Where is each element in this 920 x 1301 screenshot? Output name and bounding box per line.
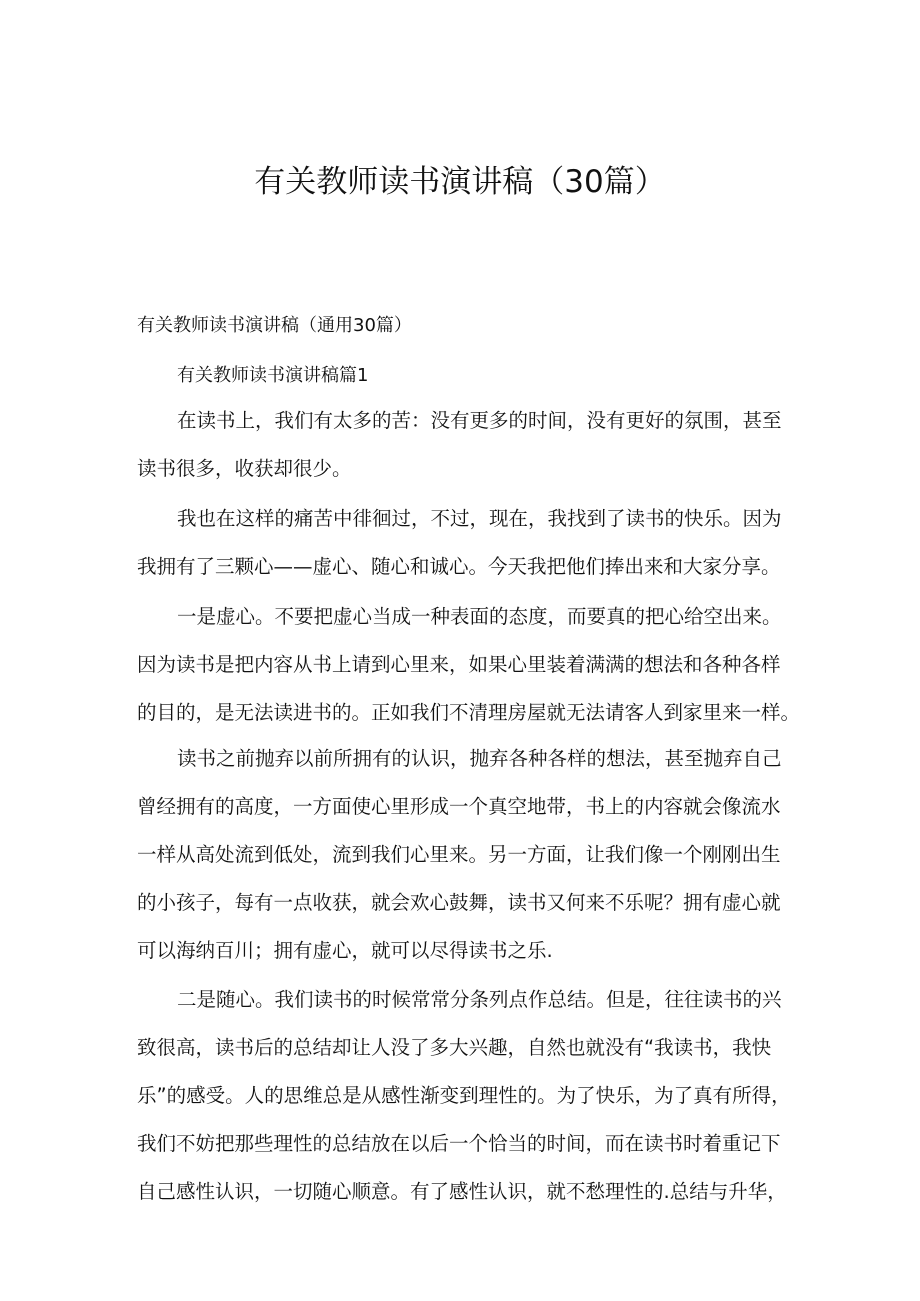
paragraph-line: 读书之前抛弃以前所拥有的认识，抛弃各种各样的想法，甚至抛弃自己 [177,747,782,770]
document-subtitle: 有关教师读书演讲稿（通用30篇） [137,315,412,336]
paragraph-line: 二是随心。我们读书的时候常常分条列点作总结。但是，往往读书的兴 [177,988,782,1011]
paragraph-4 [137,745,797,985]
paragraph-line: 乐”的感受。人的思维总是从感性渐变到理性的。为了快乐，为了真有所得， [137,1084,791,1107]
paragraph-line: 因为读书是把内容从书上请到心里来，如果心里装着满满的想法和各种各样 [137,653,781,676]
paragraph-line: 自己感性认识，一切随心顺意。有了感性认识，就不愁理性的.总结与升华， [137,1180,787,1203]
section-heading: 有关教师读书演讲稿篇1 [177,365,369,386]
paragraph-line: 我也在这样的痛苦中徘徊过，不过，现在，我找到了读书的快乐。因为 [177,507,782,530]
paragraph-line: 我们不妨把那些理性的总结放在以后一个恰当的时间，而在读书时着重记下 [137,1132,781,1155]
paragraph-line: 的目的，是无法读进书的。正如我们不清理房屋就无法请客人到家里来一样。 [137,701,801,724]
paragraph-line: 一样从高处流到低处，流到我们心里来。另一方面，让我们像一个刚刚出生 [137,843,781,866]
paragraph-line: 在读书上，我们有太多的苦：没有更多的时间，没有更好的氛围，甚至 [177,409,782,432]
paragraph-5 [137,986,797,1226]
paragraph-line: 致很高，读书后的总结却让人没了多大兴趣，自然也就没有“我读书，我快 [137,1036,772,1059]
paragraph-line: 可以海纳百川；拥有虚心，就可以尽得读书之乐. [137,939,553,962]
paragraph-line: 的小孩子，每有一点收获，就会欢心鼓舞，读书又何来不乐呢？拥有虚心就 [137,891,781,914]
document-title: 有关教师读书演讲稿（30篇） [254,164,666,200]
paragraph-line: 曾经拥有的高度，一方面使心里形成一个真空地带，书上的内容就会像流水 [137,795,781,818]
paragraph-line: 我拥有了三颗心——虚心、随心和诚心。今天我把他们捧出来和大家分享。 [137,555,781,578]
paragraph-line: 一是虚心。不要把虚心当成一种表面的态度，而要真的把心给空出来。 [177,605,782,628]
paragraph-1 [137,407,797,503]
paragraph-3 [137,603,801,747]
paragraph-line: 读书很多，收获却很少。 [137,457,352,480]
paragraph-2 [137,505,797,601]
